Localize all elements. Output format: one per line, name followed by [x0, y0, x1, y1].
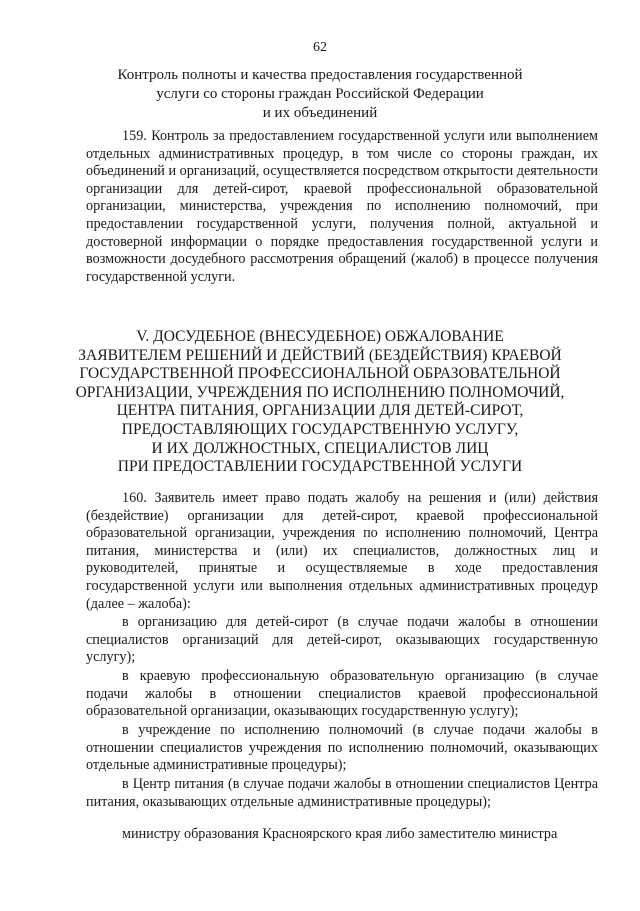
section-title [70, 328, 570, 477]
page-number: 62 [313, 40, 327, 55]
subsection-heading [60, 66, 580, 123]
paragraph-159-text: 159. Контроль за предоставлением государственной услуги или выполнением отдельных административных процедур, в том числе со стороны граждан, их объединений и организаций, осуществляется посредством открытости деятельности организации для детей-сирот, краевой профессиональной образовательной организации, министерства, учреждения по исполнению полномочий, при предоставлении государственной услуги, получения полной, актуальной и достоверной информации о порядке предоставления государственной услуги и возможности досудебного рассмотрения обращений (жалоб) в процессе получения государственной услуги. [86, 128, 598, 285]
list-item-text: в краевую профессиональную образовательную организацию (в случае подачи жалобы в отношении специалистов краевой профессиональной образовательной организации, оказывающих государственную услугу); [86, 668, 598, 720]
list-item-nutrition-center [86, 776, 598, 811]
paragraph-159 [86, 128, 598, 286]
heading-line-3: и их объединений [262, 105, 378, 121]
list-item-text: в Центр питания (в случае подачи жалобы в отношении специалистов Центра питания, оказывающих отдельные административные процедуры); [86, 776, 598, 810]
heading-line-1: Контроль полноты и качества предоставления государственной [117, 67, 523, 83]
section-title-line-5: ЦЕНТРА ПИТАНИЯ, ОРГАНИЗАЦИИ ДЛЯ ДЕТЕЙ-СИРОТ, [116, 402, 524, 420]
list-item-orphan-organization [86, 614, 598, 667]
heading-line-2: услуги со стороны граждан Российской Федерации [156, 86, 484, 102]
list-item-educational-organization [86, 668, 598, 721]
paragraph-160 [86, 490, 598, 613]
list-item-minister [86, 826, 598, 844]
list-item-text: в организацию для детей-сирот (в случае подачи жалобы в отношении специалистов организаций для детей-сирот, оказывающих государственную услугу); [86, 614, 598, 666]
section-title-line-4: ОРГАНИЗАЦИИ, УЧРЕЖДЕНИЯ ПО ИСПОЛНЕНИЮ ПОЛНОМОЧИЙ, [75, 383, 565, 401]
list-item-text: в учреждение по исполнению полномочий (в случае подачи жалобы в отношении специалистов учреждения по исполнению полномочий, оказывающих отдельные административные процедуры); [86, 722, 598, 774]
section-title-line-6: ПРЕДОСТАВЛЯЮЩИХ ГОСУДАРСТВЕННУЮ УСЛУГУ, [121, 420, 519, 438]
section-title-line-8: ПРИ ПРЕДОСТАВЛЕНИИ ГОСУДАРСТВЕННОЙ УСЛУГИ [117, 458, 523, 476]
section-title-line-1: V. ДОСУДЕБНОЕ (ВНЕСУДЕБНОЕ) ОБЖАЛОВАНИЕ [136, 328, 504, 345]
list-item-text: министру образования Красноярского края либо заместителю министра [122, 826, 558, 842]
paragraph-160-text: 160. Заявитель имеет право подать жалобу на решения и (или) действия (бездействие) организации для детей-сирот, краевой профессиональной образовательной организации, учреждения по исполнению полномочий, Центра питания, министерства и (или) их специалистов, должностных лиц и руководителей, принятые и осуществляемые в ходе предоставления государственной услуги или выполнения отдельных административных процедур (далее – жалоба): [86, 490, 598, 612]
section-title-line-3: ГОСУДАРСТВЕННОЙ ПРОФЕССИОНАЛЬНОЙ ОБРАЗОВАТЕЛЬНОЙ [79, 365, 561, 383]
section-title-line-2: ЗАЯВИТЕЛЕМ РЕШЕНИЙ И ДЕЙСТВИЙ (БЕЗДЕЙСТВИЯ) КРАЕВОЙ [78, 346, 562, 364]
section-title-line-7: И ИХ ДОЛЖНОСТНЫХ, СПЕЦИАЛИСТОВ ЛИЦ [151, 439, 489, 457]
list-item-institution [86, 722, 598, 775]
